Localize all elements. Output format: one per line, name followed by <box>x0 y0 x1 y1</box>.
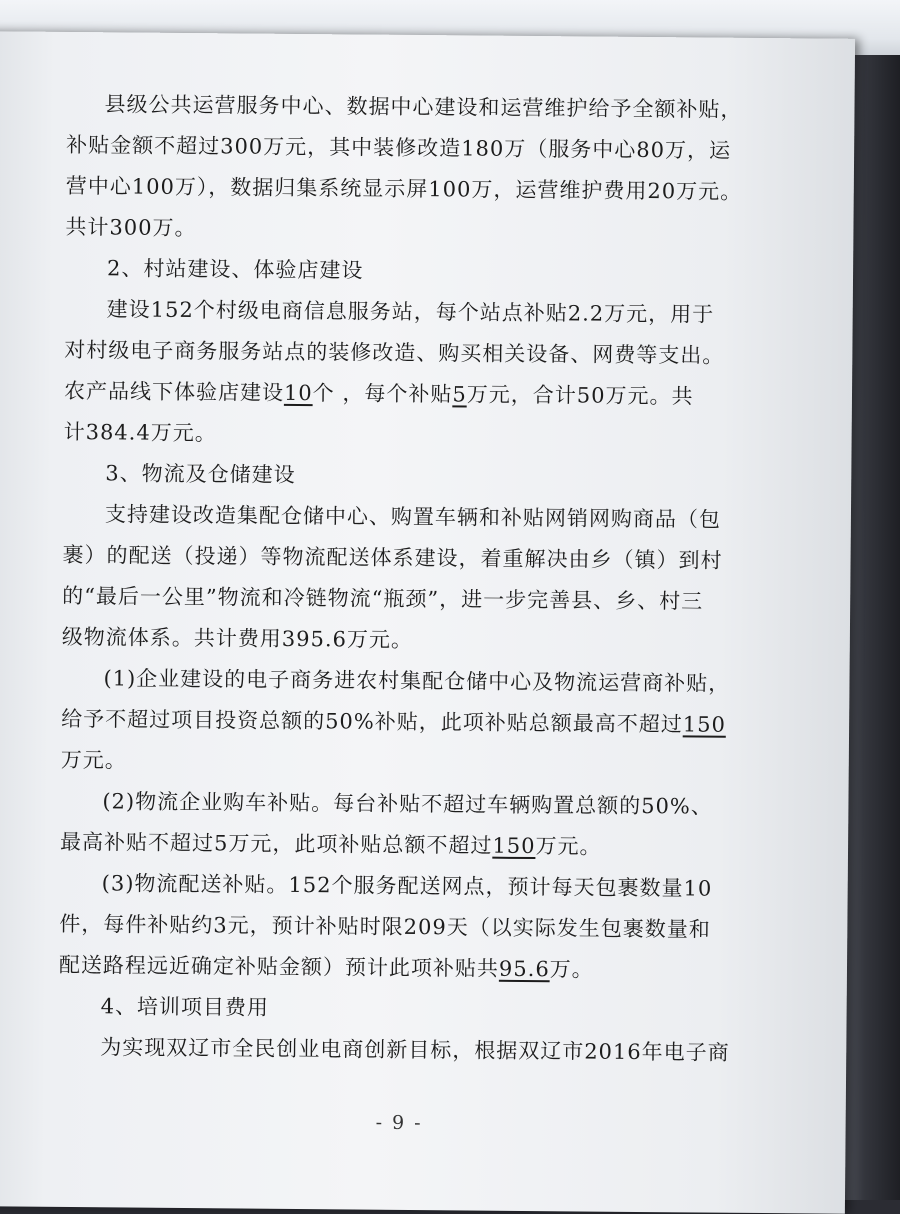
text-line: 支持建设改造集配仓储中心、购置车辆和补贴网销网购商品（包 <box>104 502 722 532</box>
text-line: (2)物流企业购车补贴。每台补贴不超过车辆购置总额的50%、 <box>102 789 713 819</box>
fill-in-value: 150 <box>682 712 727 737</box>
text-line: 补贴金额不超过300万元，其中装修改造180万（服务中心80万，运 <box>66 132 732 163</box>
text-line: 县级公共运营服务中心、数据中心建设和运营维护给予全额补贴， <box>104 92 743 122</box>
text-line: 为实现双辽市全民创业电商创新目标，根据双辽市2016年电子商 <box>100 1035 730 1065</box>
page-number: - 9 - <box>375 1111 423 1135</box>
text-line: 营中心100万），数据归集系统显示屏100万，运营维护费用20万元。 <box>65 173 743 204</box>
text-line: 最高补贴不超过5万元，此项补贴总额不超过150万元。 <box>59 829 602 859</box>
text-line: (1)企业建设的电子商务进农村集配仓储中心及物流运营商补贴， <box>103 666 731 696</box>
text-line: 级物流体系。共计费用395.6万元。 <box>61 624 414 652</box>
text-line: 配送路程远近确定补贴金额）预计此项补贴共95.6万。 <box>58 952 594 982</box>
text-line: 农产品线下体验店建设10个 ，每个补贴5万元，合计50万元。共 <box>63 378 694 409</box>
document-page <box>0 31 855 1214</box>
section-heading: 4、培训项目费用 <box>100 994 270 1020</box>
text-line: 共计300万。 <box>65 214 197 241</box>
fill-in-value: 10 <box>283 380 313 406</box>
section-heading: 2、村站建设、体验店建设 <box>106 256 364 283</box>
text-line: 建设152个村级电商信息服务站，每个站点补贴2.2万元，用于 <box>106 297 715 327</box>
section-heading: 3、物流及仓储建设 <box>105 461 296 487</box>
document-body <box>58 84 747 1074</box>
text-line: 万元。 <box>60 747 127 773</box>
text-line: 对村级电子商务服务站点的装修改造、购买相关设备、网费等支出。 <box>64 337 725 368</box>
text-line: 件，每件补贴约3元，预计补贴时限209天（以实际发生包裹数量和 <box>59 911 711 942</box>
text-line: (3)物流配送补贴。152个服务配送网点，预计每天包裹数量10 <box>101 871 713 901</box>
text-line: 计384.4万元。 <box>63 419 217 446</box>
text-line: 裹）的配送（投递）等物流配送体系建设，着重解决由乡（镇）到村 <box>62 542 723 573</box>
fill-in-value: 150 <box>492 833 536 859</box>
text-line: 的“最后一公里”物流和冷链物流“瓶颈”，进一步完善县、乡、村三 <box>62 583 704 614</box>
fill-in-value: 95.6 <box>498 956 550 982</box>
text-line: 给予不超过项目投资总额的50%补贴，此项补贴总额最高不超过150 <box>61 706 727 737</box>
fill-in-value: 5 <box>452 382 467 407</box>
